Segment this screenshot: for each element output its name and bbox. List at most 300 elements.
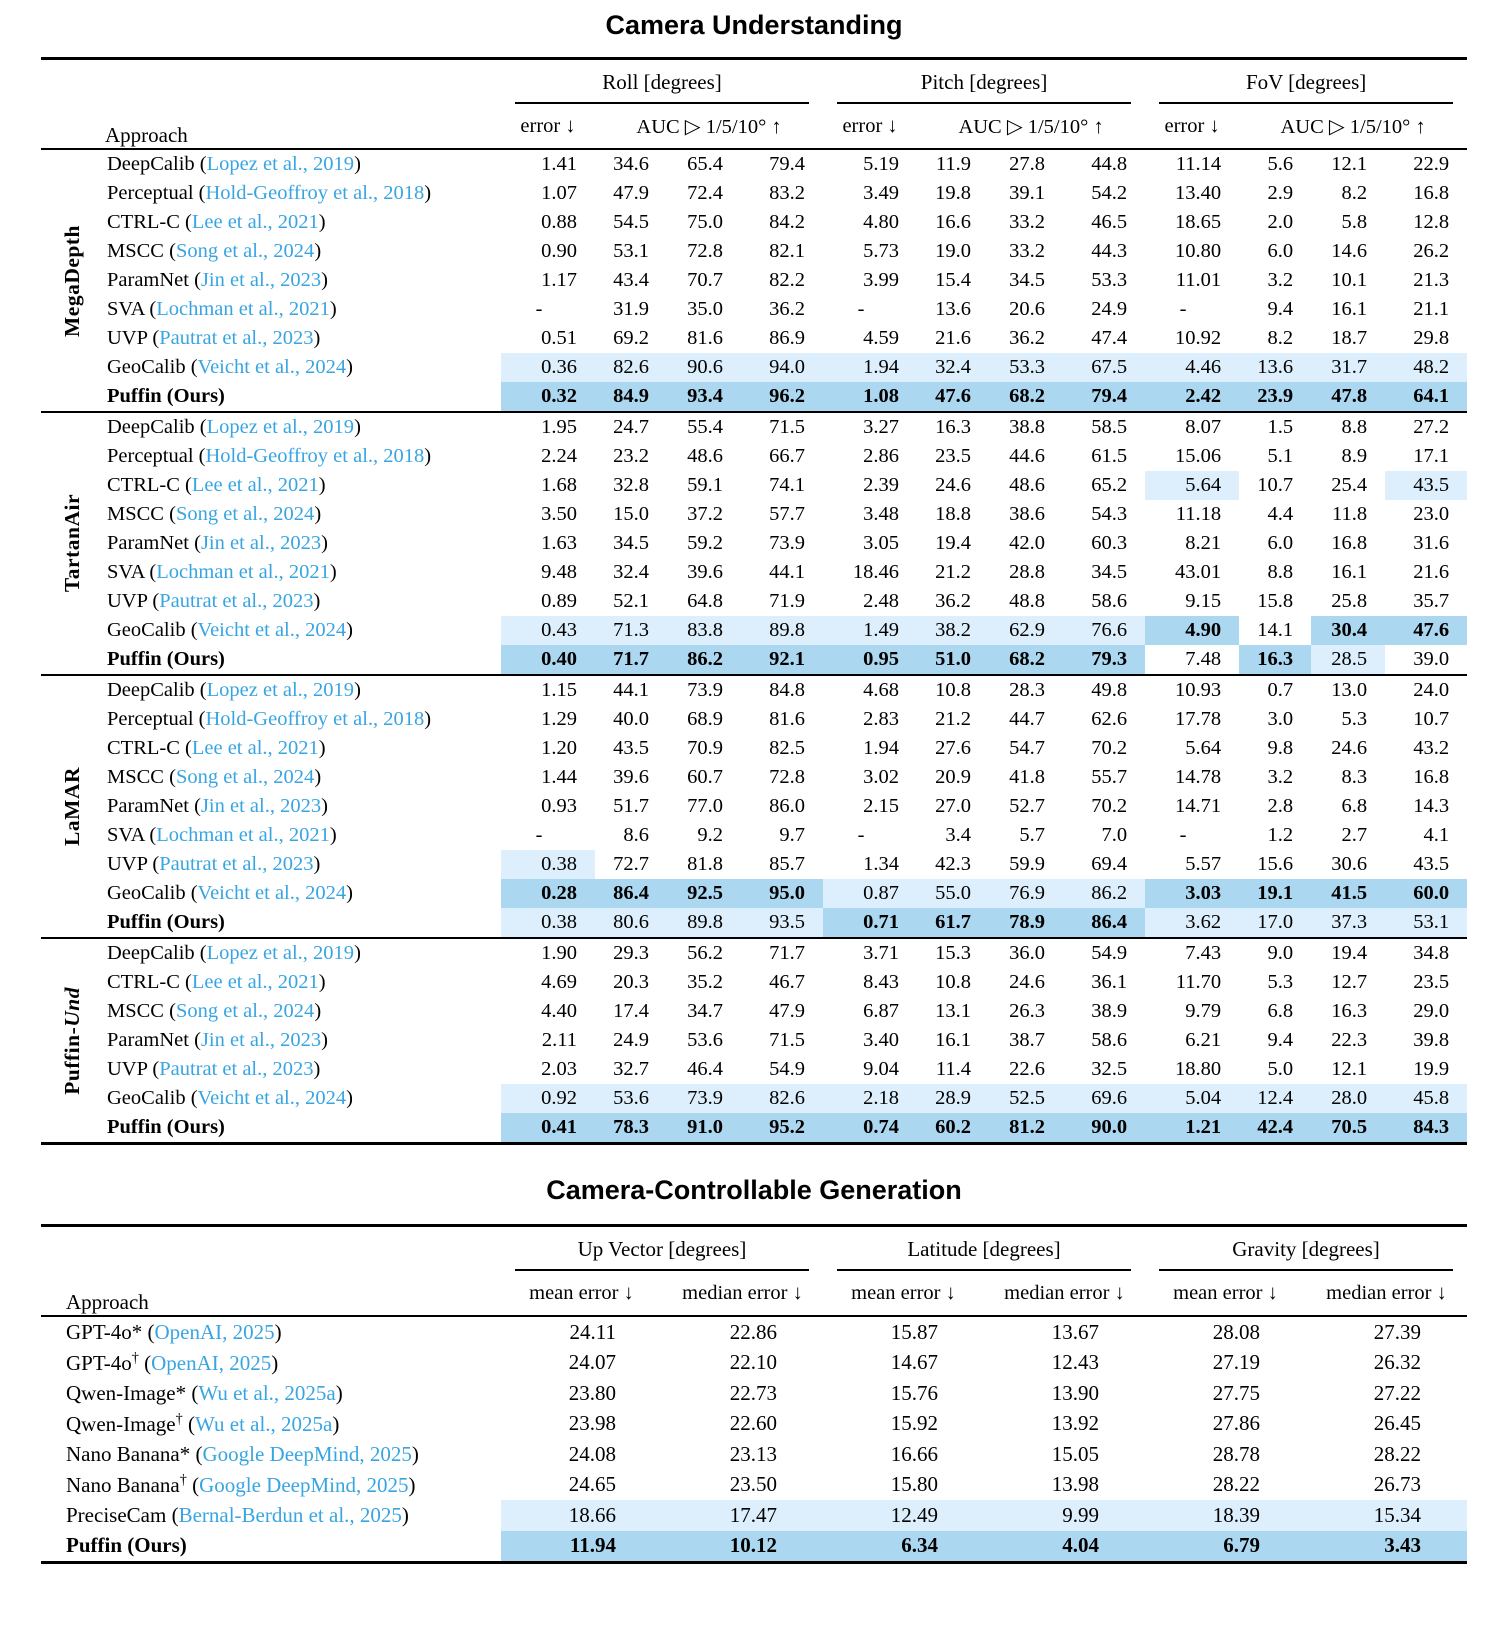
value-cell: 13.92 xyxy=(1051,1411,1099,1436)
value-cell: 64.8 xyxy=(687,590,723,612)
citation-link[interactable]: Bernal-Berdun et al., 2025 xyxy=(178,1502,402,1527)
value-cell: 28.78 xyxy=(1212,1441,1260,1466)
citation-link[interactable]: Jin et al., 2023 xyxy=(200,1029,322,1051)
value-cell: 0.95 xyxy=(823,645,917,675)
fov-error-header: error ↓ xyxy=(1164,114,1220,137)
pitch-auc-header: AUC ▷ 1/5/10° ↑ xyxy=(958,115,1104,138)
value-cell: 22.86 xyxy=(729,1319,777,1344)
value-cell: 26.2 xyxy=(1413,240,1450,262)
value-cell: 11.70 xyxy=(1175,971,1222,993)
value-cell: 38.6 xyxy=(1009,503,1046,525)
value-cell: 28.9 xyxy=(917,1084,989,1113)
citation-link[interactable]: Google DeepMind, 2025 xyxy=(202,1441,412,1466)
value-cell: 1.07 xyxy=(541,182,577,204)
value-cell: 11.94 xyxy=(501,1531,662,1563)
understanding-table-header xyxy=(41,59,1467,150)
value-cell: 28.22 xyxy=(1373,1441,1422,1466)
value-cell: 65.2 xyxy=(1091,474,1128,496)
value-cell: - xyxy=(535,298,543,320)
pitch-column-group-header: Pitch [degrees] xyxy=(823,59,1145,105)
value-cell: 83.8 xyxy=(667,616,741,645)
citation-link[interactable]: Veicht et al., 2024 xyxy=(197,619,347,641)
value-cell: 15.3 xyxy=(935,942,972,964)
value-cell: 75.0 xyxy=(687,211,723,233)
value-cell: 16.3 xyxy=(1239,645,1311,675)
value-cell: 10.7 xyxy=(1413,708,1450,730)
value-cell: 96.2 xyxy=(741,382,823,412)
dataset-group-label: LaMAR xyxy=(60,767,84,846)
value-cell: 24.6 xyxy=(1331,737,1368,759)
value-cell: 13.1 xyxy=(935,1000,972,1022)
citation-link[interactable]: OpenAI, 2025 xyxy=(154,1319,275,1344)
value-cell: 46.4 xyxy=(687,1058,723,1080)
value-cell: 4.46 xyxy=(1145,353,1239,382)
table-row xyxy=(41,149,1467,179)
value-cell: 7.43 xyxy=(1185,942,1222,964)
value-cell: 53.1 xyxy=(613,240,649,262)
value-cell: 24.6 xyxy=(1009,971,1046,993)
value-cell: 19.8 xyxy=(935,182,972,204)
value-cell: 86.4 xyxy=(595,879,667,908)
value-cell: 34.7 xyxy=(687,1000,723,1022)
table-row xyxy=(41,353,1467,382)
value-cell: 34.6 xyxy=(613,153,649,175)
value-cell: 52.7 xyxy=(1009,795,1046,817)
value-cell: 36.0 xyxy=(1009,942,1046,964)
approach-cell: PreciseCam (Bernal-Berdun et al., 2025) xyxy=(66,1502,409,1527)
citation-link[interactable]: Song et al., 2024 xyxy=(175,240,315,262)
approach-cell: DeepCalib (Lopez et al., 2019) xyxy=(107,416,361,438)
citation-link[interactable]: Lee et al., 2021 xyxy=(191,737,319,759)
value-cell: 27.6 xyxy=(935,737,972,759)
approach-cell: CTRL-C (Lee et al., 2021) xyxy=(107,971,326,993)
citation-link[interactable]: Pautrat et al., 2023 xyxy=(159,853,314,875)
value-cell: 5.64 xyxy=(1185,737,1222,759)
value-cell: 76.9 xyxy=(989,879,1063,908)
value-cell: 40.0 xyxy=(613,708,649,730)
value-cell: 2.0 xyxy=(1267,211,1294,233)
value-cell: 15.4 xyxy=(935,269,972,291)
citation-link[interactable]: Lopez et al., 2019 xyxy=(206,416,355,438)
value-cell: 47.4 xyxy=(1091,327,1128,349)
table-row xyxy=(41,792,1467,821)
value-cell: 51.7 xyxy=(613,795,649,817)
value-cell: 9.04 xyxy=(863,1058,900,1080)
value-cell: 64.1 xyxy=(1385,382,1467,412)
value-cell: 24.65 xyxy=(568,1472,616,1497)
value-cell: 15.92 xyxy=(890,1411,938,1436)
value-cell: 61.5 xyxy=(1091,445,1128,467)
value-cell: 43.5 xyxy=(1413,853,1450,875)
value-cell: 70.5 xyxy=(1311,1113,1385,1144)
value-cell: 6.34 xyxy=(823,1531,984,1563)
value-cell: 7.48 xyxy=(1185,648,1222,670)
value-cell: 60.3 xyxy=(1091,532,1128,554)
value-cell: 0.36 xyxy=(501,353,595,382)
value-cell: 0.41 xyxy=(501,1113,595,1144)
value-cell: 2.7 xyxy=(1341,824,1368,846)
value-cell: 20.3 xyxy=(613,971,649,993)
value-cell: 1.90 xyxy=(541,942,577,964)
value-cell: 39.0 xyxy=(1413,648,1450,670)
citation-link[interactable]: Lopez et al., 2019 xyxy=(206,679,355,701)
value-cell: 58.6 xyxy=(1091,1029,1128,1051)
value-cell: 23.50 xyxy=(729,1472,777,1497)
approach-cell: ParamNet (Jin et al., 2023) xyxy=(107,795,328,817)
value-cell: 17.1 xyxy=(1413,445,1450,467)
value-cell: 72.8 xyxy=(687,240,723,262)
value-cell: 24.6 xyxy=(935,474,972,496)
citation-link[interactable]: Hold-Geoffroy et al., 2018 xyxy=(205,445,425,467)
table-row xyxy=(41,705,1467,734)
value-cell: 27.8 xyxy=(1009,153,1046,175)
table-row xyxy=(41,471,1467,500)
value-cell: - xyxy=(857,824,865,846)
citation-link[interactable]: Lochman et al., 2021 xyxy=(156,824,330,846)
value-cell: 90.6 xyxy=(667,353,741,382)
value-cell: 45.8 xyxy=(1385,1084,1467,1113)
value-cell: 1.29 xyxy=(541,708,577,730)
value-cell: 3.02 xyxy=(863,766,900,788)
value-cell: 86.9 xyxy=(769,327,806,349)
value-cell: 4.69 xyxy=(541,971,577,993)
citation-link[interactable]: Wu et al., 2025a xyxy=(198,1380,336,1405)
value-cell: 12.4 xyxy=(1239,1084,1311,1113)
value-cell: 6.0 xyxy=(1267,240,1294,262)
value-cell: 44.1 xyxy=(769,561,806,583)
approach-cell: SVA (Lochman et al., 2021) xyxy=(107,561,337,583)
value-cell: 0.89 xyxy=(541,590,577,612)
citation-link[interactable]: Lopez et al., 2019 xyxy=(206,942,355,964)
value-cell: 43.01 xyxy=(1174,561,1222,583)
value-cell: 95.2 xyxy=(741,1113,823,1144)
value-cell: 16.8 xyxy=(1413,766,1450,788)
value-cell: 29.8 xyxy=(1413,327,1450,349)
value-cell: 10.1 xyxy=(1331,269,1368,291)
value-cell: 53.1 xyxy=(1385,908,1467,938)
citation-link[interactable]: Veicht et al., 2024 xyxy=(197,882,347,904)
citation-link[interactable]: Pautrat et al., 2023 xyxy=(159,1058,314,1080)
value-cell: 12.49 xyxy=(823,1500,984,1531)
roll-column-group-header: Roll [degrees] xyxy=(501,59,823,105)
value-cell: 5.64 xyxy=(1145,471,1239,500)
citation-link[interactable]: Song et al., 2024 xyxy=(175,766,315,788)
value-cell: 89.8 xyxy=(741,616,823,645)
value-cell: 20.9 xyxy=(935,766,972,788)
roll-auc-header: AUC ▷ 1/5/10° ↑ xyxy=(636,115,782,138)
value-cell: 27.0 xyxy=(935,795,972,817)
value-cell: 43.5 xyxy=(1385,471,1467,500)
value-cell: 34.5 xyxy=(1091,561,1128,583)
value-cell: 36.2 xyxy=(1009,327,1046,349)
value-cell: 26.73 xyxy=(1373,1472,1422,1497)
value-cell: 31.7 xyxy=(1311,353,1385,382)
value-cell: 6.87 xyxy=(863,1000,900,1022)
value-cell: 15.8 xyxy=(1257,590,1294,612)
approach-cell: UVP (Pautrat et al., 2023) xyxy=(107,853,321,875)
value-cell: 11.14 xyxy=(1175,153,1222,175)
citation-link[interactable]: Google DeepMind, 2025 xyxy=(199,1472,409,1497)
value-cell: 17.0 xyxy=(1239,908,1311,938)
citation-link[interactable]: Lochman et al., 2021 xyxy=(156,561,330,583)
value-cell: 26.3 xyxy=(1009,1000,1046,1022)
value-cell: 29.3 xyxy=(613,942,649,964)
value-cell: 81.2 xyxy=(989,1113,1063,1144)
value-cell: 27.86 xyxy=(1212,1411,1260,1436)
value-cell: 0.88 xyxy=(541,211,577,233)
approach-cell: Nano Banana† (Google DeepMind, 2025) xyxy=(66,1471,416,1497)
citation-link[interactable]: Hold-Geoffroy et al., 2018 xyxy=(205,708,425,730)
value-cell: 52.1 xyxy=(613,590,649,612)
dataset-group-lamar xyxy=(41,675,1467,938)
value-cell: 0.40 xyxy=(501,645,595,675)
value-cell: 4.04 xyxy=(984,1531,1145,1563)
approach-cell: ParamNet (Jin et al., 2023) xyxy=(107,269,328,291)
value-cell: 5.1 xyxy=(1267,445,1294,467)
value-cell: 83.2 xyxy=(769,182,806,204)
value-cell: 78.3 xyxy=(595,1113,667,1144)
value-cell: 53.6 xyxy=(687,1029,723,1051)
value-cell: 3.05 xyxy=(863,532,900,554)
value-cell: 27.2 xyxy=(1413,416,1450,438)
value-cell: 23.98 xyxy=(568,1411,616,1436)
value-cell: - xyxy=(535,824,543,846)
value-cell: 93.4 xyxy=(667,382,741,412)
value-cell: 21.2 xyxy=(935,708,972,730)
value-cell: 21.3 xyxy=(1413,269,1450,291)
value-cell: 79.4 xyxy=(1063,382,1145,412)
citation-link[interactable]: Lee et al., 2021 xyxy=(191,474,319,496)
value-cell: 38.2 xyxy=(917,616,989,645)
citation-link[interactable]: Lee et al., 2021 xyxy=(191,971,319,993)
roll-error-header: error ↓ xyxy=(520,114,576,137)
value-cell: 17.47 xyxy=(662,1500,823,1531)
value-cell: 15.05 xyxy=(1051,1441,1099,1466)
value-cell: 0.90 xyxy=(541,240,577,262)
value-cell: 47.6 xyxy=(917,382,989,412)
value-cell: - xyxy=(857,298,865,320)
value-cell: 79.4 xyxy=(769,153,806,175)
value-cell: 22.10 xyxy=(729,1350,777,1375)
value-cell: 32.5 xyxy=(1091,1058,1128,1080)
citation-link[interactable]: OpenAI, 2025 xyxy=(151,1350,272,1375)
generation-table-body xyxy=(41,1316,1467,1563)
value-cell: 10.93 xyxy=(1174,679,1222,701)
gravity-median-header: median error ↓ xyxy=(1326,1281,1447,1304)
value-cell: 4.4 xyxy=(1267,503,1294,525)
value-cell: 23.5 xyxy=(935,445,972,467)
value-cell: 66.7 xyxy=(769,445,806,467)
fov-auc-header: AUC ▷ 1/5/10° ↑ xyxy=(1280,115,1426,138)
value-cell: 59.9 xyxy=(1009,853,1046,875)
value-cell: 41.5 xyxy=(1311,879,1385,908)
value-cell: 3.50 xyxy=(541,503,577,525)
value-cell: 44.6 xyxy=(1009,445,1046,467)
value-cell: 2.86 xyxy=(863,445,900,467)
value-cell: 10.80 xyxy=(1174,240,1222,262)
value-cell: 82.6 xyxy=(595,353,667,382)
value-cell: 1.08 xyxy=(823,382,917,412)
value-cell: 11.01 xyxy=(1175,269,1222,291)
value-cell: 20.6 xyxy=(1009,298,1046,320)
citation-link[interactable]: Lochman et al., 2021 xyxy=(156,298,330,320)
approach-cell: MSCC (Song et al., 2024) xyxy=(107,503,322,525)
approach-cell: GeoCalib (Veicht et al., 2024) xyxy=(107,882,353,904)
value-cell: 92.1 xyxy=(741,645,823,675)
value-cell: 74.1 xyxy=(769,474,806,496)
approach-column-header: Approach xyxy=(105,123,188,147)
value-cell: 90.0 xyxy=(1063,1113,1145,1144)
value-cell: 19.4 xyxy=(1331,942,1368,964)
value-cell: 1.5 xyxy=(1267,416,1294,438)
value-cell: 79.3 xyxy=(1063,645,1145,675)
value-cell: 10.8 xyxy=(935,679,972,701)
value-cell: 71.7 xyxy=(769,942,806,964)
citation-link[interactable]: Pautrat et al., 2023 xyxy=(159,590,314,612)
value-cell: 32.8 xyxy=(613,474,649,496)
citation-link[interactable]: Veicht et al., 2024 xyxy=(197,1087,347,1109)
value-cell: 14.3 xyxy=(1413,795,1450,817)
approach-cell: GeoCalib (Veicht et al., 2024) xyxy=(107,1087,353,1109)
value-cell: 9.15 xyxy=(1185,590,1222,612)
citation-link[interactable]: Veicht et al., 2024 xyxy=(197,356,347,378)
value-cell: 21.6 xyxy=(935,327,972,349)
dataset-group-tartanair xyxy=(41,412,1467,675)
approach-cell: Nano Banana* (Google DeepMind, 2025) xyxy=(66,1441,419,1466)
value-cell: 8.8 xyxy=(1341,416,1368,438)
approach-cell: Qwen-Image† (Wu et al., 2025a) xyxy=(66,1410,340,1436)
value-cell: 22.73 xyxy=(729,1380,777,1405)
value-cell: 24.7 xyxy=(613,416,649,438)
value-cell: 27.39 xyxy=(1373,1319,1422,1344)
value-cell: 54.9 xyxy=(769,1058,806,1080)
value-cell: 76.6 xyxy=(1063,616,1145,645)
value-cell: 18.65 xyxy=(1174,211,1222,233)
value-cell: 13.67 xyxy=(1051,1319,1099,1344)
approach-cell: GPT-4o† (OpenAI, 2025) xyxy=(66,1349,279,1375)
value-cell: 43.2 xyxy=(1413,737,1450,759)
citation-link[interactable]: Lee et al., 2021 xyxy=(191,211,319,233)
value-cell: 29.0 xyxy=(1413,1000,1450,1022)
value-cell: 10.8 xyxy=(935,971,972,993)
value-cell: 9.4 xyxy=(1267,1029,1294,1051)
value-cell: 12.7 xyxy=(1331,971,1368,993)
approach-cell: Puffin (Ours) xyxy=(107,648,225,670)
value-cell: 81.8 xyxy=(687,853,723,875)
value-cell: 55.7 xyxy=(1091,766,1128,788)
value-cell: 27.22 xyxy=(1373,1380,1422,1405)
value-cell: 16.8 xyxy=(1331,532,1368,554)
value-cell: 30.6 xyxy=(1331,853,1368,875)
value-cell: 46.7 xyxy=(769,971,806,993)
value-cell: 2.48 xyxy=(863,590,900,612)
value-cell: 6.21 xyxy=(1185,1029,1222,1051)
citation-link[interactable]: Jin et al., 2023 xyxy=(200,269,322,291)
value-cell: 65.4 xyxy=(687,153,723,175)
citation-link[interactable]: Pautrat et al., 2023 xyxy=(159,327,314,349)
value-cell: 54.7 xyxy=(1009,737,1046,759)
value-cell: 9.99 xyxy=(984,1500,1145,1531)
value-cell: 0.92 xyxy=(501,1084,595,1113)
latitude-column-group-header: Latitude [degrees] xyxy=(823,1226,1145,1272)
value-cell: 2.03 xyxy=(541,1058,577,1080)
value-cell: 4.90 xyxy=(1145,616,1239,645)
value-cell: 44.8 xyxy=(1091,153,1128,175)
value-cell: 15.06 xyxy=(1174,445,1222,467)
approach-cell: MSCC (Song et al., 2024) xyxy=(107,766,322,788)
value-cell: 28.8 xyxy=(1009,561,1046,583)
citation-link[interactable]: Jin et al., 2023 xyxy=(200,795,322,817)
value-cell: 47.9 xyxy=(769,1000,806,1022)
citation-link[interactable]: Lopez et al., 2019 xyxy=(206,153,355,175)
value-cell: 18.7 xyxy=(1331,327,1368,349)
value-cell: 12.43 xyxy=(1051,1350,1099,1375)
citation-link[interactable]: Wu et al., 2025a xyxy=(195,1411,333,1436)
value-cell: 72.8 xyxy=(769,766,806,788)
value-cell: 10.92 xyxy=(1174,327,1222,349)
citation-link[interactable]: Song et al., 2024 xyxy=(175,503,315,525)
value-cell: 43.4 xyxy=(613,269,649,291)
value-cell: 82.1 xyxy=(769,240,806,262)
value-cell: 1.15 xyxy=(541,679,577,701)
approach-cell: SVA (Lochman et al., 2021) xyxy=(107,298,337,320)
value-cell: 5.57 xyxy=(1185,853,1222,875)
value-cell: 92.5 xyxy=(667,879,741,908)
value-cell: 86.2 xyxy=(1063,879,1145,908)
value-cell: 16.66 xyxy=(890,1441,938,1466)
value-cell: 89.8 xyxy=(667,908,741,938)
value-cell: 4.80 xyxy=(863,211,900,233)
table-row xyxy=(41,266,1467,295)
value-cell: 52.5 xyxy=(989,1084,1063,1113)
value-cell: 3.99 xyxy=(863,269,900,291)
value-cell: 38.9 xyxy=(1091,1000,1128,1022)
value-cell: 58.6 xyxy=(1091,590,1128,612)
value-cell: 16.8 xyxy=(1413,182,1450,204)
citation-link[interactable]: Jin et al., 2023 xyxy=(200,532,322,554)
value-cell: 13.90 xyxy=(1051,1380,1099,1405)
value-cell: 2.15 xyxy=(863,795,900,817)
value-cell: 6.8 xyxy=(1267,1000,1294,1022)
table-row xyxy=(41,616,1467,645)
value-cell: 4.1 xyxy=(1423,824,1450,846)
value-cell: 18.39 xyxy=(1145,1500,1306,1531)
value-cell: 5.3 xyxy=(1341,708,1368,730)
value-cell: 19.9 xyxy=(1413,1058,1450,1080)
approach-cell: CTRL-C (Lee et al., 2021) xyxy=(107,211,326,233)
table-row xyxy=(41,295,1467,324)
value-cell: 1.49 xyxy=(823,616,917,645)
value-cell: 62.6 xyxy=(1091,708,1128,730)
value-cell: 8.43 xyxy=(863,971,900,993)
table-row xyxy=(41,1470,1467,1501)
value-cell: 42.3 xyxy=(935,853,972,875)
understanding-title: Camera Understanding xyxy=(605,10,903,40)
value-cell: 68.2 xyxy=(989,645,1063,675)
citation-link[interactable]: Song et al., 2024 xyxy=(175,1000,315,1022)
value-cell: 84.2 xyxy=(769,211,806,233)
approach-cell: Puffin (Ours) xyxy=(107,911,225,933)
value-cell: 0.43 xyxy=(501,616,595,645)
value-cell: 0.51 xyxy=(541,327,577,349)
citation-link[interactable]: Hold-Geoffroy et al., 2018 xyxy=(205,182,425,204)
gravity-column-group-header: Gravity [degrees] xyxy=(1145,1226,1467,1272)
table-row xyxy=(41,821,1467,850)
value-cell: 44.3 xyxy=(1091,240,1128,262)
table-row xyxy=(41,1409,1467,1440)
value-cell: 26.45 xyxy=(1373,1411,1422,1436)
value-cell: 14.67 xyxy=(890,1350,938,1375)
